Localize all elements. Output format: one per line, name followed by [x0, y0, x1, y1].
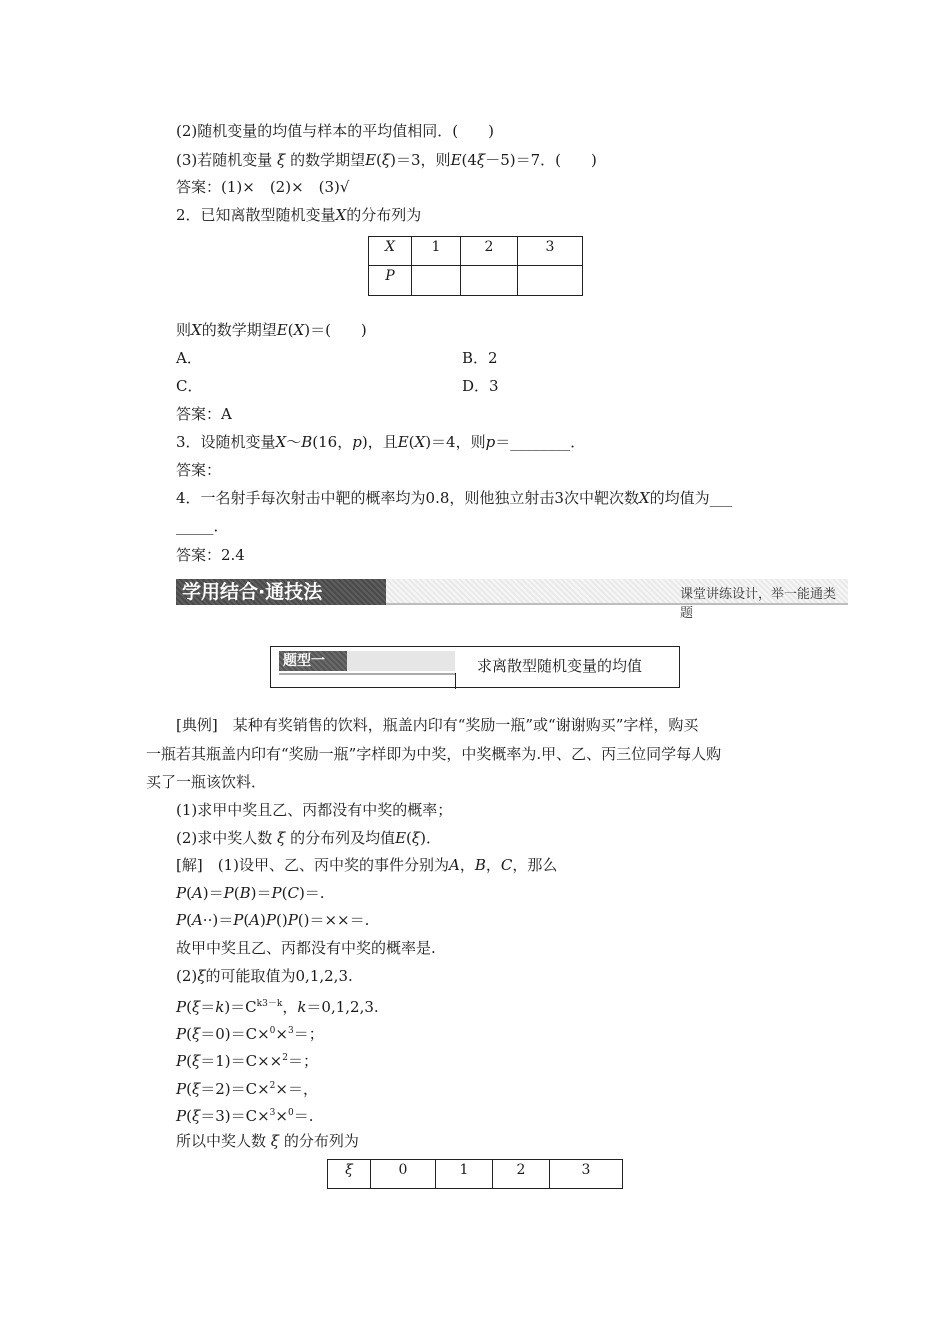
q2-table-cell: [461, 266, 518, 296]
xi-table-header-cell: 3: [550, 1160, 623, 1189]
q2-table-row-var: P: [369, 266, 412, 296]
banner-bar: [386, 579, 848, 621]
q4-answer: 答案：2.4: [176, 546, 245, 564]
banner-title: 学用结合·通技法: [176, 579, 386, 605]
example-q2: (2)求中奖人数 ξ 的分布列及均值E(ξ)．: [176, 829, 442, 847]
xi-table-header-var: ξ: [328, 1160, 371, 1189]
judge-answer: 答案：(1)× (2)× (3)√: [176, 178, 350, 196]
q2-table-header-cell: 1: [412, 237, 461, 266]
solution-line-3: P(A··)＝P(A)P()P()＝××＝.: [176, 911, 370, 929]
q2-option-b: B．2: [462, 349, 498, 367]
q2-option-c: C．: [176, 377, 203, 395]
xi-distribution-table: [327, 1159, 623, 1189]
banner-subtitle: 课堂讲练设计，举一能通类题: [680, 587, 837, 621]
solution-line-11: 所以中奖人数 ξ 的分布列为: [176, 1132, 359, 1150]
xi-table-header-cell: 1: [436, 1160, 493, 1189]
example-para-3: 买了一瓶该饮料．: [146, 773, 267, 791]
tag-bar: [347, 651, 455, 671]
solution-line-4: 故甲中奖且乙、丙都没有中奖的概率是.: [176, 939, 436, 957]
xi-table-header-cell: 0: [371, 1160, 436, 1189]
solution-line-6: $P(\xi=k)=C^{k3-k}$，k＝0,1,2,3.: [176, 998, 379, 1016]
question-type-title: 求离散型随机变量的均值: [477, 657, 643, 675]
q4-stem-cont: _____．: [176, 517, 229, 535]
solution-line-5: (2)ξ的可能取值为0,1,2,3.: [176, 967, 353, 985]
solution-line-8: P(ξ＝1)＝C××$^2$＝；: [176, 1052, 318, 1070]
solution-line-1: [解] (1)设甲、乙、丙中奖的事件分别为A，B，C，那么: [176, 856, 558, 874]
q2-ask: 则X的数学期望E(X)＝( ): [176, 321, 367, 339]
q2-option-d: D．3: [462, 377, 499, 395]
tag-underline: [279, 673, 455, 675]
section-banner: [176, 579, 848, 621]
solution-line-9: P(ξ＝2)＝C×$^2$×＝，: [176, 1080, 318, 1098]
q2-table-header-var: X: [369, 237, 412, 266]
q2-answer: 答案：A: [176, 405, 232, 423]
q2-stem: 2．已知离散型随机变量X的分布列为: [176, 206, 422, 224]
q2-option-a: A．: [176, 349, 202, 367]
q2-distribution-table: [368, 236, 583, 296]
q4-stem: 4．一名射手每次射击中靶的概率均为0.8，则他独立射击3次中靶次数X的均值为___: [176, 489, 733, 507]
solution-line-10: P(ξ＝3)＝C×$^3$×$^0$＝.: [176, 1107, 314, 1125]
example-para-1: [典例] 某种有奖销售的饮料，瓶盖内印有“奖励一瓶”或“谢谢购买”字样，购买: [176, 716, 699, 734]
q2-table-cell: [518, 266, 583, 296]
q3-stem: 3．设随机变量X～B(16，p)，且E(X)＝4，则p＝________．: [176, 433, 586, 451]
q2-table-header-cell: 2: [461, 237, 518, 266]
judge-item-3: (3)若随机变量 ξ 的数学期望E(ξ)＝3，则E(4ξ－5)＝7．( ): [176, 151, 597, 169]
xi-table-header-cell: 2: [493, 1160, 550, 1189]
solution-line-7: P(ξ＝0)＝C×$^0$×$^3$＝；: [176, 1025, 324, 1043]
q3-answer: 答案：: [176, 461, 222, 479]
example-para-2: 一瓶若其瓶盖内印有“奖励一瓶”字样即为中奖，中奖概率为.甲、乙、丙三位同学每人购: [146, 745, 722, 763]
judge-item-2: (2)随机变量的均值与样本的平均值相同．( ): [176, 122, 494, 140]
question-type-tag: 题型一: [279, 651, 347, 671]
q2-table-header-cell: 3: [518, 237, 583, 266]
question-type-box: [270, 646, 680, 688]
q2-table-cell: [412, 266, 461, 296]
box-divider: [455, 673, 456, 689]
example-q1: (1)求甲中奖且乙、丙都没有中奖的概率；: [176, 801, 453, 819]
solution-line-2: P(A)＝P(B)＝P(C)＝.: [176, 884, 325, 902]
